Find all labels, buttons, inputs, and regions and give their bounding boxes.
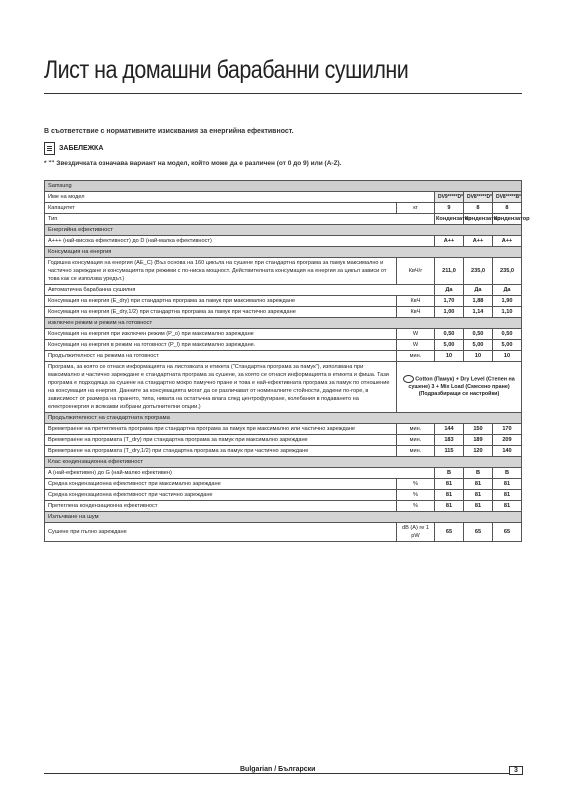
section-consumption: Консумация на енергия (45, 247, 522, 258)
model-1: DV9*****D* (434, 192, 463, 203)
row-value: 235,0 (463, 258, 492, 285)
cotton-program-icon (403, 375, 414, 383)
table-row (45, 296, 522, 307)
page-number: 3 (509, 766, 523, 775)
intro-text: В съответствие с нормативните изисквания за енергийна ефективност. (44, 128, 294, 135)
table-row (45, 351, 522, 362)
section-energy-class: Енергийна ефективност (45, 225, 522, 236)
section-noise: Излъчване на шум (45, 512, 522, 523)
row-value: 81 (463, 490, 492, 501)
row-unit: кг (396, 203, 434, 214)
row-label: Времетраене на програмата (T_dry) при стандартна програма за памук при максимално зареждане (45, 435, 397, 446)
row-label: Времетраене на претеглената програма при стандартна програма за памук при максимално или частично зареждане (45, 424, 397, 435)
row-unit: КвЧ/г (396, 258, 434, 285)
row-value: Кондензатор (463, 214, 492, 225)
row-value: 81 (463, 479, 492, 490)
row-value: 81 (492, 479, 521, 490)
page-title: Лист на домашни барабанни сушилни (44, 56, 409, 84)
row-label: Времетраене на програмата (T_dry,1/2) при стандартна програма за памук при частично зареждане (45, 446, 397, 457)
note-label: ЗАБЕЛЕЖКА (59, 145, 104, 152)
table-row (45, 468, 522, 479)
row-label: Годишна консумация на енергия (AE_C) (Въз основа на 160 цикъла на сушене при стандартна програма за памук максимално и частично зареждане и консумацията при режими с по-ниска мощност. Действителната консумация на енергия за цикъл зависи от това как се използва уредът.) (45, 258, 397, 285)
table-row (45, 307, 522, 318)
row-value: Кондензатор (492, 214, 521, 225)
row-value: 0,50 (463, 329, 492, 340)
row-value: A++ (434, 236, 463, 247)
row-value: 140 (492, 446, 521, 457)
row-value: 144 (434, 424, 463, 435)
row-value: 65 (492, 523, 521, 542)
row-value: 1,10 (492, 307, 521, 318)
program-name: Cotton (Памук) + Dry Level (Степен на сушене) 3 + Mix Load (Смесено пране) (Подразбиращи се настройки) (408, 376, 515, 398)
row-value: 1,88 (463, 296, 492, 307)
row-value: Да (492, 285, 521, 296)
row-label: Консумация на енергия (E_dry,1/2) при стандартна програма за памук при частично зареждане (45, 307, 397, 318)
table-row (45, 340, 522, 351)
section-program-duration: Продължителност на стандартната програма (45, 413, 522, 424)
row-value: 209 (492, 435, 521, 446)
row-label: A (най-ефективен) до G (най-малко ефективен) (45, 468, 435, 479)
section-condensation: Клас кондензационна ефективност (45, 457, 522, 468)
row-value: 5,00 (434, 340, 463, 351)
row-value: 5,00 (463, 340, 492, 351)
row-unit: мин. (396, 446, 434, 457)
row-value: 150 (463, 424, 492, 435)
row-label: Сушене при пълно зареждане (45, 523, 397, 542)
row-unit: мин. (396, 424, 434, 435)
row-value: 1,14 (463, 307, 492, 318)
footer-language: Bulgarian / Български (236, 766, 319, 773)
row-value: 10 (463, 351, 492, 362)
row-value: 81 (434, 479, 463, 490)
row-value: 8 (463, 203, 492, 214)
table-row (45, 501, 522, 512)
row-value: Да (463, 285, 492, 296)
row-value: 65 (434, 523, 463, 542)
row-value: 170 (492, 424, 521, 435)
row-value: B (434, 468, 463, 479)
model-3: DV8*****B* (492, 192, 521, 203)
row-value: 81 (434, 501, 463, 512)
row-value: B (463, 468, 492, 479)
table-row (45, 329, 522, 340)
row-unit: % (396, 490, 434, 501)
footer-divider (44, 773, 522, 774)
model-label: Име на модел (45, 192, 435, 203)
row-value: Кондензатор (434, 214, 463, 225)
row-unit: КвЧ (396, 307, 434, 318)
row-value: 10 (434, 351, 463, 362)
row-value: 0,50 (492, 329, 521, 340)
table-row (45, 490, 522, 501)
row-value: 0,50 (434, 329, 463, 340)
note-icon (44, 142, 55, 155)
row-label: Консумация на енергия при изключен режим (P_o) при максимално зареждане (45, 329, 397, 340)
row-label: Претеглена кондензационна ефективност (45, 501, 397, 512)
row-label: Автоматична барабанна сушилня (45, 285, 435, 296)
table-row (45, 214, 522, 225)
row-value: 5,00 (492, 340, 521, 351)
note-heading (44, 142, 103, 155)
row-value: 235,0 (492, 258, 521, 285)
row-value: A++ (463, 236, 492, 247)
row-label: Средна кондензационна ефективност при частично зареждане (45, 490, 397, 501)
row-label: Средна кондензационна ефективност при максимално зареждане (45, 479, 397, 490)
row-value: 65 (463, 523, 492, 542)
table-row (45, 203, 522, 214)
row-label: Консумация на енергия в режим на готовност (P_l) при максимално зареждане. (45, 340, 397, 351)
row-value: A++ (492, 236, 521, 247)
section-power-modes: изключен режим и режим на готовност (45, 318, 522, 329)
row-label: Тип (45, 214, 435, 225)
row-value: 211,0 (434, 258, 463, 285)
row-value: 81 (492, 501, 521, 512)
row-unit: W (396, 329, 434, 340)
row-label: Капацитет (45, 203, 397, 214)
program-name-cell (396, 362, 521, 413)
row-value: 120 (463, 446, 492, 457)
spec-table (44, 180, 530, 542)
table-row (45, 285, 522, 296)
table-row (45, 424, 522, 435)
row-value: 189 (463, 435, 492, 446)
program-description: Програма, за която се отнася информацията на листовката и етикета ("Стандартна програма за памук"), използвана при максимално и частично зареждане е стандартната програма за сушене, за която се отнася информацията в етикета и фиша. Тази програма е подходяща за сушене на стандартно мокро памучно пране и това е най-ефективната програма за памук по отношение на консумация на енергия. Данните за консумацията могат да се различават от номиналните стойности, дадени по-горе, в зависимост от размера на прането, типа, нивата на остатъчна влага след центрофугиране, колебания в подаването на електроенергия и всякакви избрани допълнителни опции.) (45, 362, 397, 413)
brand-cell: Samsung (45, 181, 522, 192)
row-unit: % (396, 479, 434, 490)
table-row (45, 236, 522, 247)
row-value: 115 (434, 446, 463, 457)
table-row (45, 362, 522, 413)
row-label: A+++ (най-висока ефективност) до D (най-малка ефективност) (45, 236, 435, 247)
footnote: * "" Звездичката означава вариант на модел, който може да е различен (от 0 до 9) или (A-Z). (44, 160, 342, 167)
row-value: 81 (492, 490, 521, 501)
row-value: 9 (434, 203, 463, 214)
row-value: 81 (434, 490, 463, 501)
row-value: 183 (434, 435, 463, 446)
row-unit: dB (A) re 1 pW (396, 523, 434, 542)
row-unit: мин. (396, 435, 434, 446)
row-value: B (492, 468, 521, 479)
row-value: 1,70 (434, 296, 463, 307)
row-unit: мин. (396, 351, 434, 362)
row-value: 8 (492, 203, 521, 214)
row-value: 1,90 (492, 296, 521, 307)
row-value: 81 (463, 501, 492, 512)
table-row (45, 523, 522, 542)
row-value: 1,00 (434, 307, 463, 318)
row-unit: КвЧ (396, 296, 434, 307)
table-row (45, 435, 522, 446)
table-row (45, 258, 522, 285)
row-value: 10 (492, 351, 521, 362)
title-divider (44, 93, 522, 94)
model-2: DV8*****D* (463, 192, 492, 203)
row-unit: % (396, 501, 434, 512)
table-row (45, 446, 522, 457)
row-label: Продължителност на режима на готовност (45, 351, 397, 362)
row-label: Консумация на енергия (E_dry) при стандартна програма за памук при максимално зареждане (45, 296, 397, 307)
row-unit: W (396, 340, 434, 351)
row-value: Да (434, 285, 463, 296)
table-row (45, 479, 522, 490)
